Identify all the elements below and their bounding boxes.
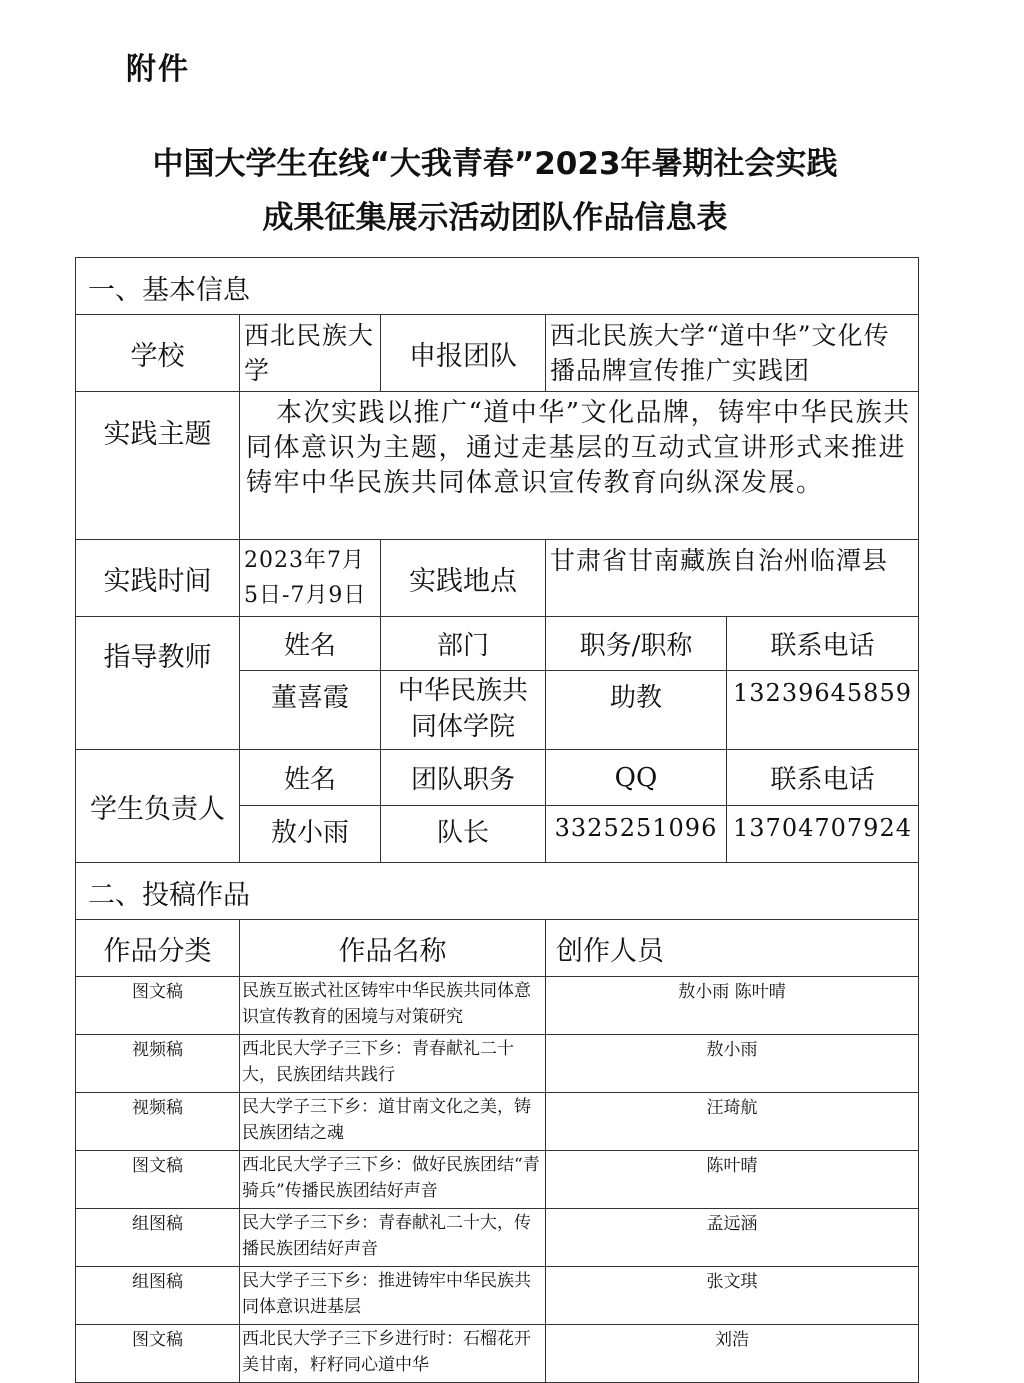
- document-title-line2: 成果征集展示活动团队作品信息表: [262, 200, 728, 236]
- teacher-header-phone: 联系电话: [727, 617, 919, 671]
- teacher-header-dept: 部门: [381, 617, 546, 671]
- work-name: 西北民大学子三下乡：青春献礼二十大，民族团结共践行: [240, 1035, 546, 1093]
- work-authors: 孟远涵: [546, 1209, 919, 1267]
- works-header-name: 作品名称: [240, 920, 546, 977]
- work-type: 视频稿: [76, 1093, 240, 1151]
- teacher-header-title: 职务/职称: [546, 617, 727, 671]
- school-value: 西北民族大学: [240, 315, 381, 392]
- attachment-label: 附件: [126, 52, 190, 87]
- teacher-dept: 中华民族共同体学院: [381, 671, 546, 750]
- student-header-role: 团队职务: [381, 750, 546, 806]
- teacher-name: 董喜霞: [240, 671, 381, 750]
- student-name: 敖小雨: [240, 806, 381, 863]
- student-qq: 3325251096: [546, 806, 727, 863]
- works-header-authors: 创作人员: [546, 920, 919, 977]
- team-label: 申报团队: [381, 315, 546, 392]
- student-header-name: 姓名: [240, 750, 381, 806]
- place-label: 实践地点: [381, 540, 546, 617]
- work-name: 民大学子三下乡：推进铸牢中华民族共同体意识进基层: [240, 1267, 546, 1325]
- work-authors: 张文琪: [546, 1267, 919, 1325]
- work-authors: 敖小雨 陈叶晴: [546, 977, 919, 1035]
- work-type: 图文稿: [76, 1325, 240, 1383]
- theme-value: [240, 392, 919, 540]
- time-value: 2023年7月5日-7月9日: [240, 540, 381, 617]
- section-submitted-works: 二、投稿作品: [76, 863, 919, 920]
- teacher-title: 助教: [546, 671, 727, 750]
- team-value: 西北民族大学“道中华”文化传播品牌宣传推广实践团: [546, 315, 919, 392]
- student-label: 学生负责人: [76, 750, 240, 863]
- student-header-phone: 联系电话: [727, 750, 919, 806]
- work-type: 图文稿: [76, 977, 240, 1035]
- work-name: 民大学子三下乡：道甘南文化之美，铸民族团结之魂: [240, 1093, 546, 1151]
- student-phone: 13704707924: [727, 806, 919, 863]
- teacher-header-name: 姓名: [240, 617, 381, 671]
- work-name: 西北民大学子三下乡：做好民族团结“青骑兵”传播民族团结好声音: [240, 1151, 546, 1209]
- work-authors: 陈叶晴: [546, 1151, 919, 1209]
- work-authors: 敖小雨: [546, 1035, 919, 1093]
- work-name: 民大学子三下乡：青春献礼二十大，传播民族团结好声音: [240, 1209, 546, 1267]
- teacher-phone: 13239645859: [727, 671, 919, 750]
- work-type: 组图稿: [76, 1267, 240, 1325]
- place-value: 甘肃省甘南藏族自治州临潭县: [546, 540, 919, 617]
- student-header-qq: QQ: [546, 750, 727, 806]
- work-name: 民族互嵌式社区铸牢中华民族共同体意识宣传教育的困境与对策研究: [240, 977, 546, 1035]
- work-type: 视频稿: [76, 1035, 240, 1093]
- works-header-type: 作品分类: [76, 920, 240, 977]
- time-label: 实践时间: [76, 540, 240, 617]
- work-type: 图文稿: [76, 1151, 240, 1209]
- work-authors: 汪琦航: [546, 1093, 919, 1151]
- work-authors: 刘浩: [546, 1325, 919, 1383]
- section-basic-info: 一、基本信息: [76, 258, 919, 315]
- theme-text: 本次实践以推广“道中华”文化品牌，铸牢中华民族共同体意识为主题，通过走基层的互动式宣讲形式来推进铸牢中华民族共同体意识宣传教育向纵深发展。: [246, 398, 911, 498]
- work-type: 组图稿: [76, 1209, 240, 1267]
- theme-label: 实践主题: [76, 392, 240, 540]
- info-table: [75, 257, 919, 1383]
- school-label: 学校: [76, 315, 240, 392]
- student-role: 队长: [381, 806, 546, 863]
- document-title-line1: 中国大学生在线“大我青春”2023年暑期社会实践: [152, 146, 838, 182]
- work-name: 西北民大学子三下乡进行时：石榴花开美甘南，籽籽同心道中华: [240, 1325, 546, 1383]
- teacher-label: 指导教师: [76, 617, 240, 750]
